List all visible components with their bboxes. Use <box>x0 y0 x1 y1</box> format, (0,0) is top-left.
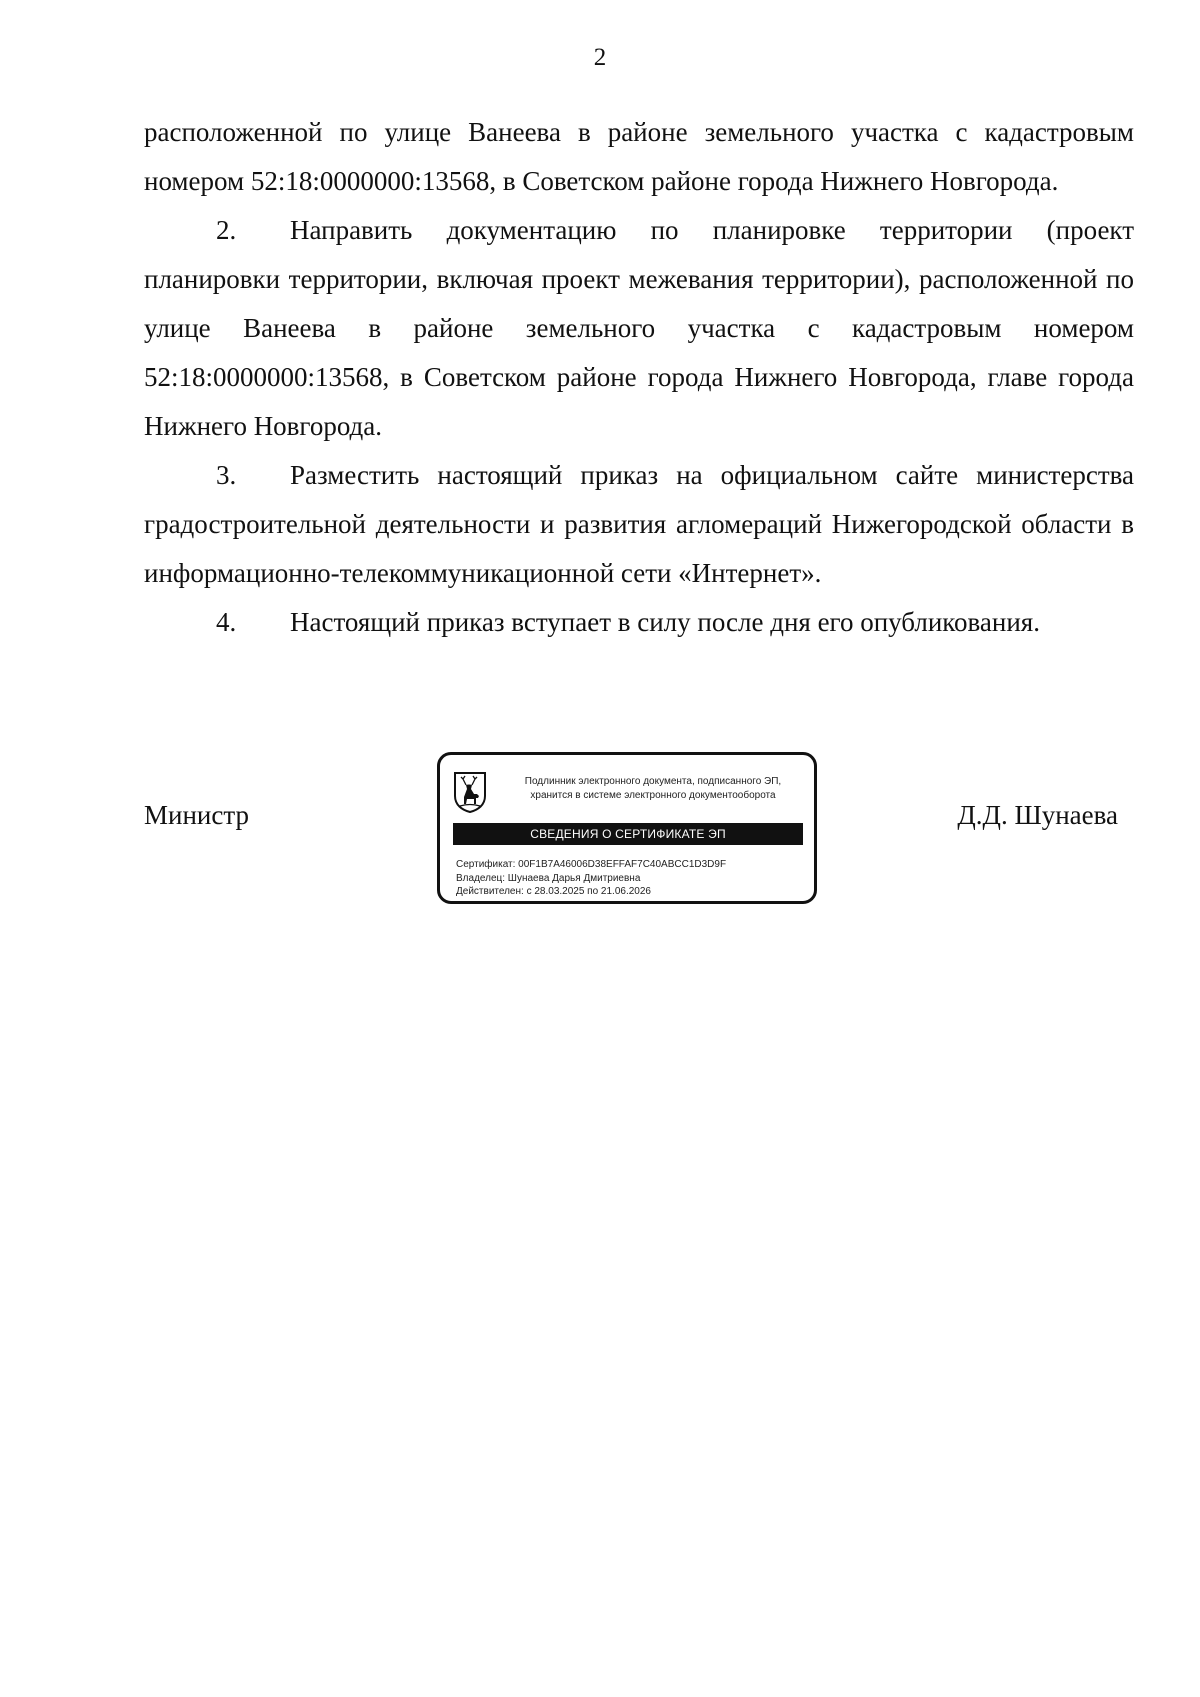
page-number: 2 <box>593 44 607 71</box>
item-text: Настоящий приказ вступает в силу после дня его опубликования. <box>290 607 1040 637</box>
paragraph-item-4 <box>144 598 1134 647</box>
paragraph-item-2 <box>144 206 1134 451</box>
document-body <box>144 108 1134 647</box>
item-number: 4. <box>216 607 237 637</box>
certificate-owner: Владелец: Шунаева Дарья Дмитриевна <box>456 872 641 884</box>
stamp-header-line: Подлинник электронного документа, подписанного ЭП, <box>524 776 782 787</box>
stamp-header <box>498 775 808 803</box>
item-number: 2. <box>216 215 237 245</box>
electronic-signature-stamp <box>437 752 817 904</box>
certificate-number: Сертификат: 00F1B7A46006D38EFFAF7C40ABCC1D3D9F <box>456 859 727 870</box>
stamp-header-line: хранится в системе электронного документооборота <box>530 790 776 801</box>
certificate-validity: Действителен: с 28.03.2025 по 21.06.2026 <box>456 886 651 897</box>
paragraph-item-3 <box>144 451 1134 598</box>
paragraph-intro: расположенной по улице Ванеева в районе земельного участка с кадастровым номером 52:18:0000000:13568, в Советском районе города Нижнего Новгорода. <box>144 117 1134 196</box>
signatory-name: Д.Д. Шунаева <box>957 800 1118 830</box>
item-text: Направить документацию по планировке территории (проект планировки территории, включая проект межевания территории), расположенной по улице Ванеева в районе земельного участка с кадастровым номером 52:18:0000000:13568, в Советском районе города Нижнего Новгорода, главе города Нижнего Новгорода. <box>144 215 1134 441</box>
stamp-details <box>456 858 726 899</box>
item-number: 3. <box>216 460 237 490</box>
signatory-position: Министр <box>144 800 249 830</box>
stamp-title-bar: СВЕДЕНИЯ О СЕРТИФИКАТЕ ЭП <box>453 823 803 845</box>
coat-of-arms-icon <box>452 770 488 814</box>
item-text: Разместить настоящий приказ на официальном сайте министерства градостроительной деятельности и развития агломераций Нижегородской области в информационно-телекоммуникационной сети «Интернет». <box>144 460 1134 588</box>
